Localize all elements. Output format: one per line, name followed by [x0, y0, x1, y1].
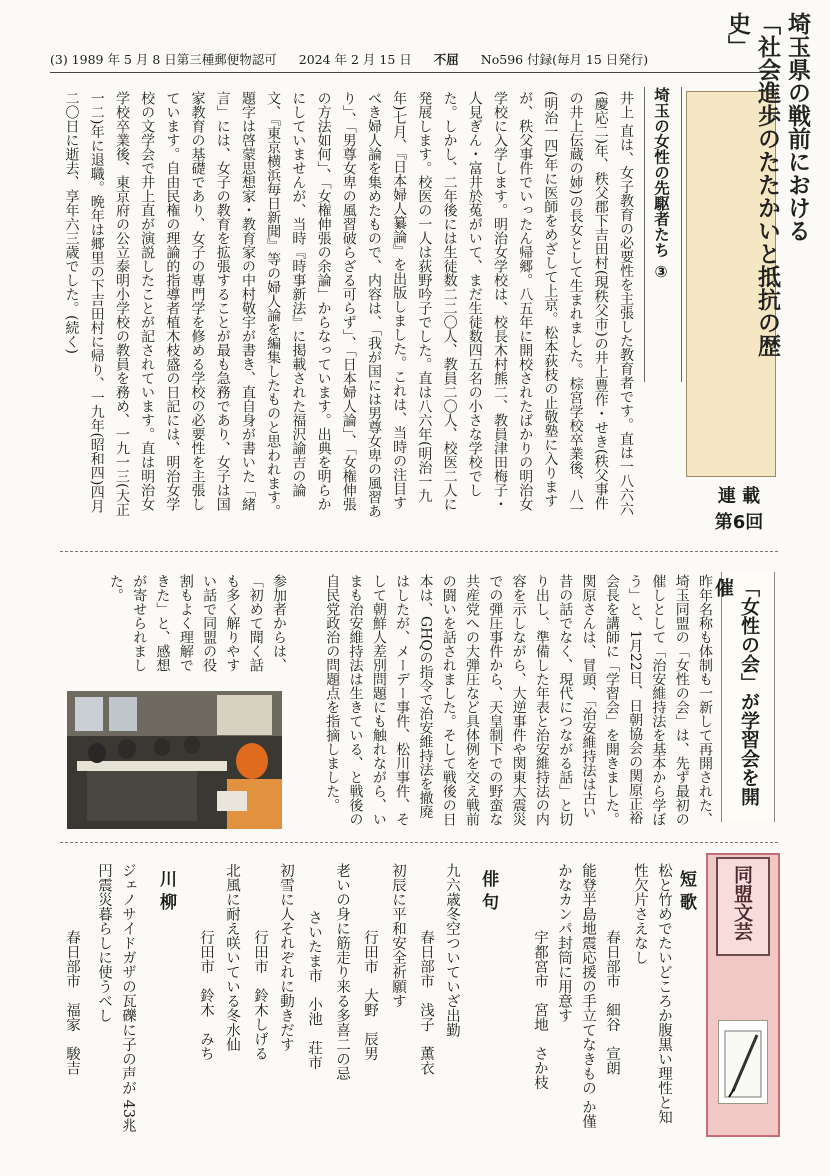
tanka-2-author: 宇都宮市 宮地 さか枝 [532, 930, 548, 1090]
literary-divider [60, 842, 778, 843]
brush-illustration [718, 1020, 768, 1104]
haiku-5-poem: 北風に耐え咲いている冬水仙 [224, 863, 240, 1052]
series-title [722, 12, 812, 372]
senryu-label: 川 柳 [156, 870, 176, 910]
haiku-4-poem: 初雪に人それぞれに動きだす [278, 863, 294, 1052]
literary-title-frame [716, 857, 770, 956]
haiku-1-poem: 九六歳冬空ついていざ出勤 [444, 863, 460, 1037]
article2-heading: 「女性の会」が学習会を開催 [712, 578, 760, 806]
article2-body-continued: 参加者からは、「初めて聞く話も多く解りやすい話で同盟の役割もよく理解できた」と、感想が寄せられました。 [107, 574, 287, 672]
senryu-1-poem: ジェノサイドガザの瓦礫に子の声が 43兆円震災暮らしに使うべし [96, 863, 136, 1133]
meeting-photo-image [67, 691, 282, 829]
serial-installment: 第6回 [714, 512, 764, 533]
article1-body: 井上 直は、女子教育の必要性を主張した教育者です。直は一八六六(慶応二)年、秩父郡下吉田村(現秩父市)の井上豊作・せき(秩父事件の井上伝蔵の姉)の長女として生まれました。棕宮学校卒業後、八一(明治一四)年に医師をめざして上京。松本荻枝の止敬塾に入りますが、秩父事件でいったん帰郷。八五年に開校されたばかりの明治女学校に入学します。明治女学校は、校長木村熊二、教員津田梅子・人見ぎん・富井於菟がいて、まだ生徒数四五名の小さな学校でした。しかし、二年後には生徒数二二〇人、教員二〇人、校医二人に発展します。校医の一人は荻野吟子でした。直は八六年(明治一九年)七月、『日本婦人纂論』を出版しました。これは、当時の注目すべき婦人論を集めたもので、内容は、「我が国には男尊女卑の風習あり」、「男尊女卑の風習破らざる可らず」、「日本婦人論」、「女権伸張の方法如何」、「女権伸張の余論」からなっています。出典を明らかにしていませんが、当時『時事新法』に掲載された福沢諭吉の論文、『東京横浜毎日新聞』等の婦人論を編集したものと思われます。題字は啓蒙思想家・教育家の中村敬宇が書き、直自身が書いた「緒言」には、女子の教育を拡張することが最も急務であり、女子は国家教育の基礎であり、女子の専門学を修める学校の必要性を主張しています。自由民権の理論的指導者植木枝盛の日記には、明治女学校の文学会で井上直が演説したことが記されています。直は明治女学校卒業後、東京府の公立泰明小学校の教員を務め、一九一三(大正一二)年に退職。晩年は郷里の下吉田村に帰り、一九年(昭和四)四月二〇日に逝去、享年六三歳でした。(続く) [63, 91, 634, 518]
tanka-label: 短 歌 [676, 870, 696, 910]
haiku-2-poem: 初辰に平和安全祈願す [390, 863, 406, 1008]
haiku-label: 俳 句 [478, 870, 498, 910]
issue-number: No596 付録(毎月 15 日発行) [480, 52, 649, 67]
article1-heading: 埼玉の女性の先駆者たち ③ [652, 87, 670, 281]
series-title-line1: 埼玉県の戦前における [784, 12, 810, 242]
haiku-4-author: 行田市 鈴木しげる [252, 930, 268, 1061]
meeting-photo [67, 691, 282, 829]
tanka-1-poem: 松と竹めでたいどころか腹黒い理性と知性欠片さえなし [632, 863, 672, 1124]
haiku-2-author: 行田市 大野 辰男 [362, 930, 378, 1061]
brush-icon [719, 1021, 767, 1103]
article2-heading-box [712, 572, 775, 822]
literary-title: 同盟文芸 [731, 865, 753, 941]
serial-label-text: 連 載 [717, 486, 761, 507]
header-rule [50, 72, 780, 73]
paper-name: 不屈 [433, 52, 459, 67]
permit-info: (3) 1989 年 5 月 8 日第三種郵便物認可 [50, 52, 277, 67]
haiku-1-author: 春日部市 浅子 薫衣 [418, 930, 434, 1075]
serial-label [700, 484, 778, 536]
haiku-5-author: 行田市 鈴木 みち [198, 930, 214, 1061]
tanka-2-poem: 能登半島地震応援の手立てなきもの か僅かなカンパ封筒に用意す [556, 863, 596, 1129]
article2-body: 昨年名称も体制も一新して再開された、埼玉同盟の「女性の会」は、先ず最初の催しとして「治安維持法を基本から学ぼう」と、1月22日、日朝協会の関原正裕会長を講師に「学習会」を開きました。関原さんは、冒頭、「治安維持法は古い昔の話でなく、現代につながる話」と切り出し、準備した年表と治安維持法の内容を示しながら、大逆事件や関東大震災での弾圧事件から、天皇制下での野蛮な共産党への大弾圧など具体例を交え戦前の闘いを話されました。そして戦後の日本は、GHQの指令で治安維持法を撤廃はしたが、メーデー事件、松川事件、そして朝鮮人差別問題にも触れながら、いまも治安維持法は生きている、と戦後の自民党政治の問題点を指摘しました。 [324, 574, 713, 826]
issue-date: 2024 年 2 月 15 日 [298, 52, 412, 67]
senryu-1-author: 春日部市 福家 駿吉 [64, 930, 80, 1075]
section-divider [60, 551, 778, 552]
series-title-line2: 「社会進歩のたたかいと抵抗の歴史」 [724, 12, 780, 357]
haiku-3-poem: 老いの身に筋走り来る多喜二の忌 [334, 863, 350, 1081]
haiku-3-author: さいたま市 小池 荘市 [306, 910, 322, 1070]
tanka-1-author: 春日部市 細谷 宣朗 [604, 930, 620, 1075]
page-header [50, 50, 780, 70]
